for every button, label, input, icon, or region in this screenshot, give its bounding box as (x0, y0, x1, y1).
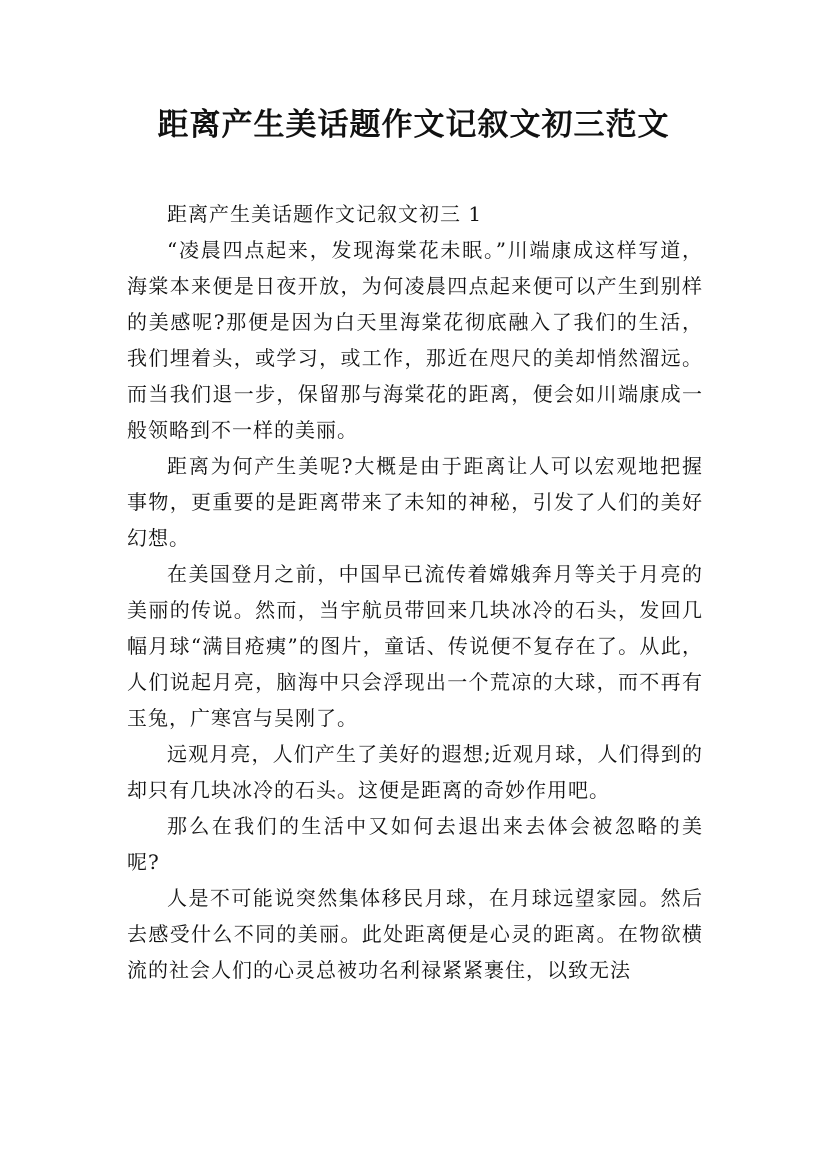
paragraph: 在美国登月之前，中国早已流传着嫦娥奔月等关于月亮的美丽的传说。然而，当宇航员带回来几块冰冷的石头，发回几幅月球“满目疮痍”的图片，童话、传说便不复存在了。从此，人们说起月亮，脑海中只会浮现出一个荒凉的大球，而不再有玉兔，广寒宫与吴刚了。 (127, 562, 703, 730)
document-body (127, 196, 703, 988)
paragraph: 那么在我们的生活中又如何去退出来去体会被忽略的美呢? (127, 814, 703, 874)
paragraph: “凌晨四点起来，发现海棠花未眠。”川端康成这样写道，海棠本来便是日夜开放，为何凌晨四点起来便可以产生到别样的美感呢?那便是因为白天里海棠花彻底融入了我们的生活，我们埋着头，或学习，或工作，那近在咫尺的美却悄然溜远。而当我们退一步，保留那与海棠花的距离，便会如川端康成一般领略到不一样的美丽。 (127, 238, 703, 442)
paragraph: 人是不可能说突然集体移民月球，在月球远望家园。然后去感受什么不同的美丽。此处距离便是心灵的距离。在物欲横流的社会人们的心灵总被功名利禄紧紧裹住，以致无法 (127, 886, 703, 982)
document-title: 距离产生美话题作文记叙文初三范文 (157, 107, 670, 143)
paragraph: 远观月亮，人们产生了美好的遐想;近观月球，人们得到的却只有几块冰冷的石头。这便是距离的奇妙作用吧。 (127, 742, 703, 802)
paragraph: 距离为何产生美呢?大概是由于距离让人可以宏观地把握事物，更重要的是距离带来了未知的神秘，引发了人们的美好幻想。 (127, 454, 703, 550)
section-heading: 距离产生美话题作文记叙文初三 1 (167, 202, 483, 226)
